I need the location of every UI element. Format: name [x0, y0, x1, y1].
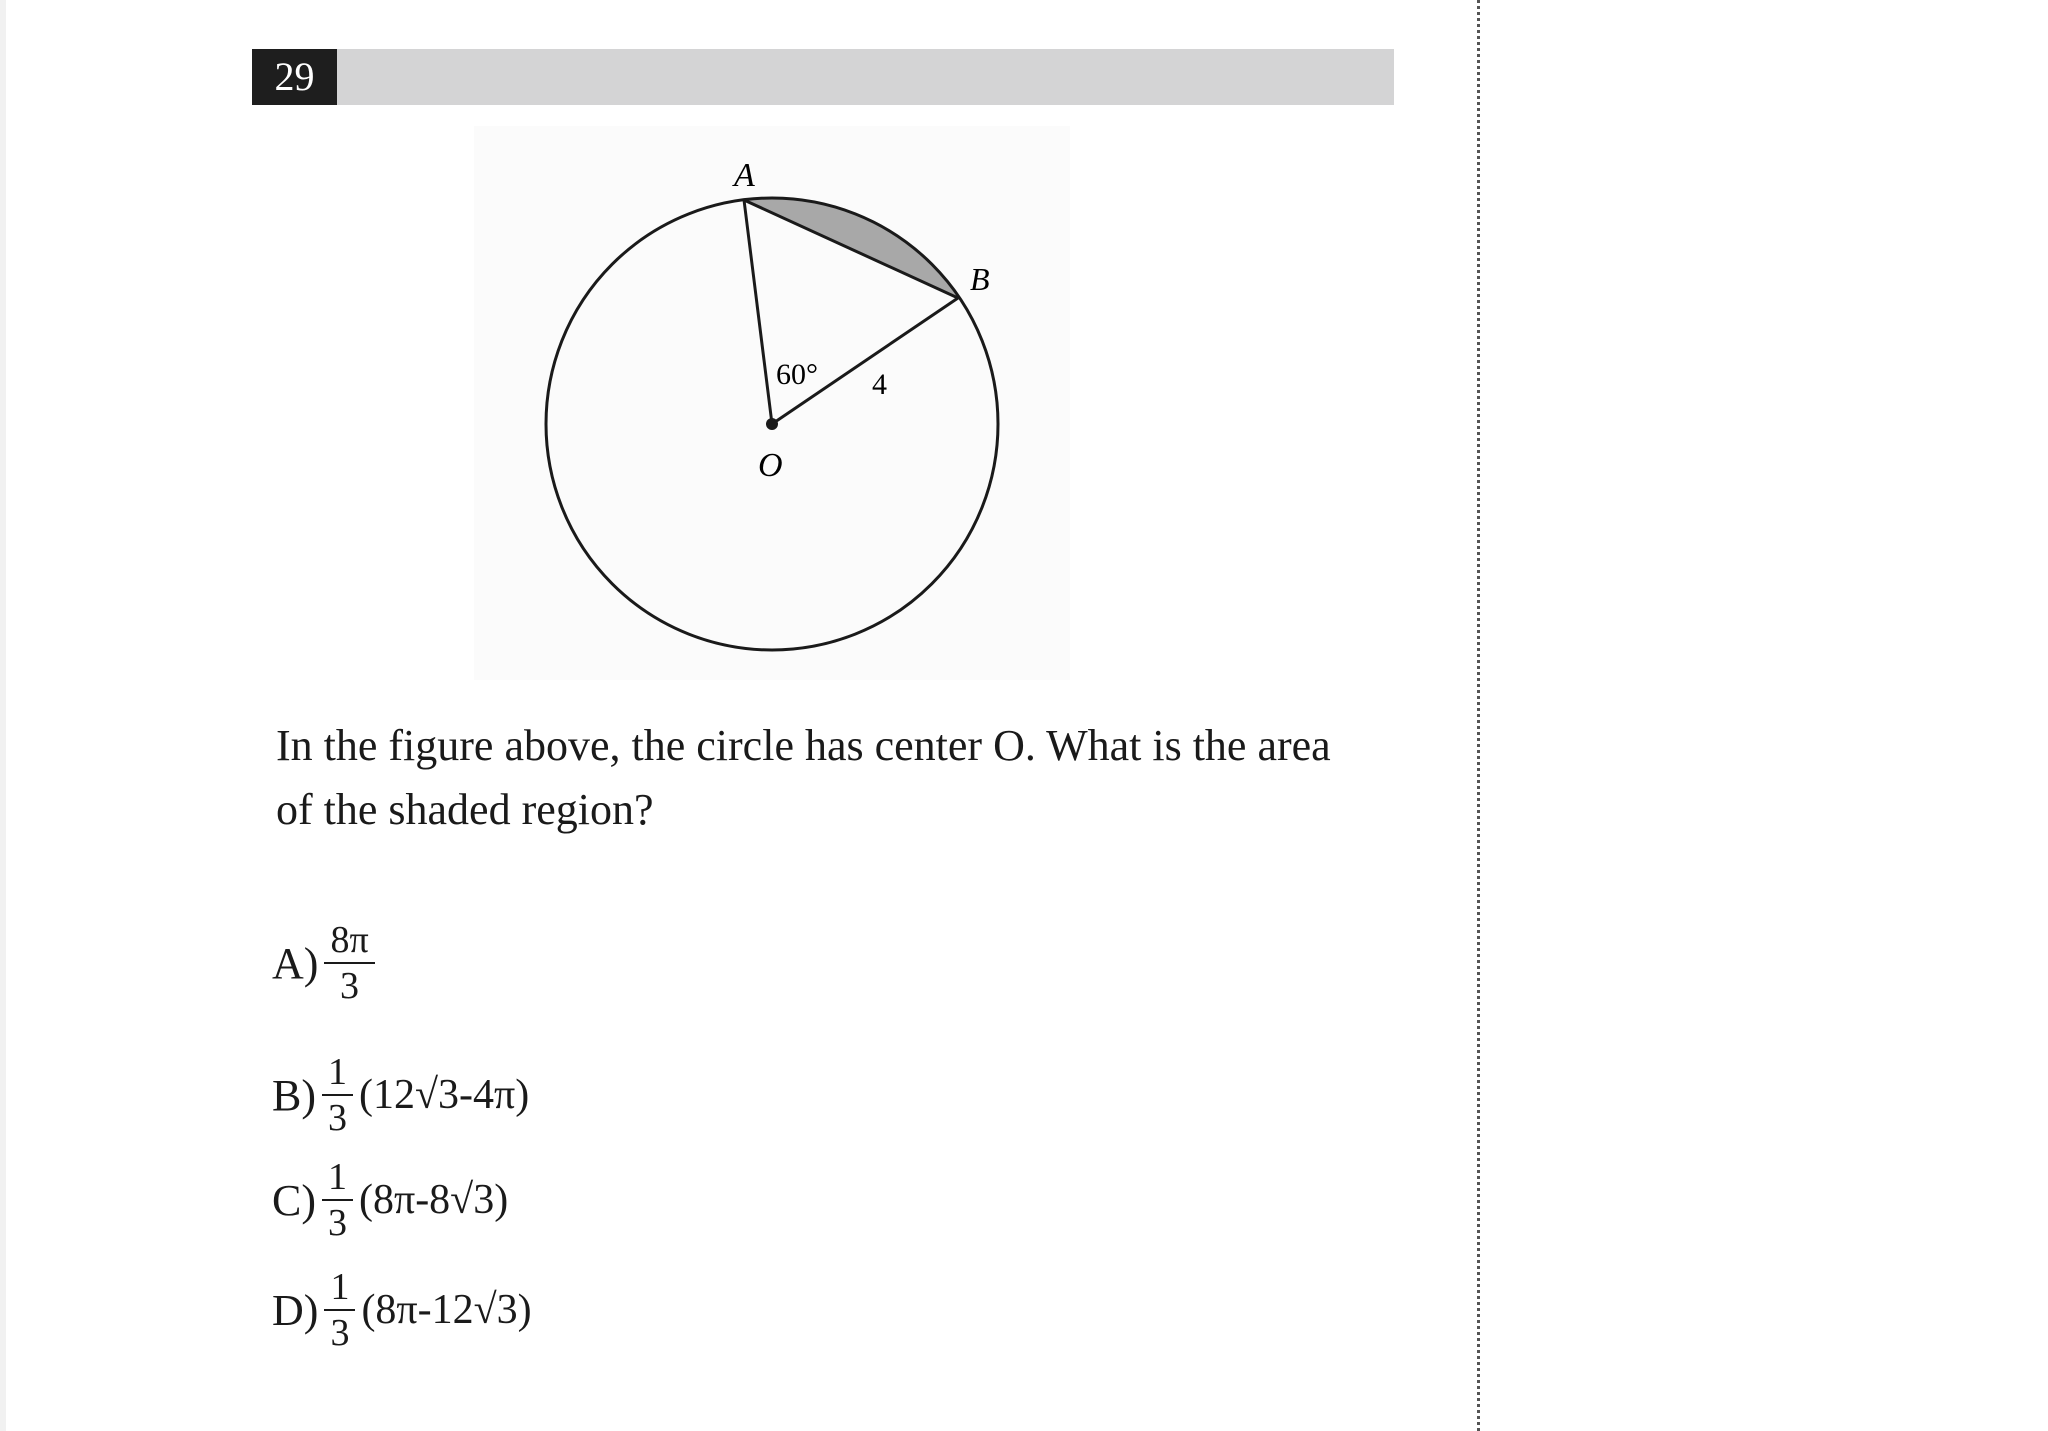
- side-length-label: 4: [872, 368, 887, 401]
- fraction: [324, 1265, 355, 1355]
- question-number: 29: [252, 49, 337, 105]
- answer-choice-a[interactable]: [272, 908, 381, 1018]
- fraction-denominator: 3: [328, 1097, 347, 1139]
- fraction-numerator: 1: [324, 1265, 355, 1311]
- label-point-a: A: [734, 157, 755, 194]
- choice-letter: A): [272, 938, 319, 988]
- question-text: In the figure above, the circle has center O. What is the area of the shaded region?: [276, 721, 1331, 834]
- choice-letter: C): [272, 1175, 316, 1225]
- angle-label: 60°: [776, 358, 818, 391]
- choice-letter: B): [272, 1070, 316, 1120]
- fraction-numerator: 8π: [324, 918, 374, 964]
- choice-expression: (8π-12√3): [361, 1287, 532, 1333]
- fraction: [322, 1050, 353, 1140]
- page-edge: [0, 0, 6, 1431]
- fraction: [322, 1155, 353, 1245]
- label-point-o: O: [758, 447, 783, 484]
- fraction-denominator: 3: [340, 965, 360, 1007]
- answer-choice-b[interactable]: [272, 1040, 529, 1150]
- question-header-bar: [252, 49, 1394, 105]
- choice-expression: (8π-8√3): [359, 1177, 509, 1223]
- choice-expression: (12√3-4π): [359, 1072, 530, 1118]
- choice-letter: D): [272, 1285, 319, 1335]
- fraction-numerator: 1: [322, 1050, 353, 1096]
- answer-choice-d[interactable]: [272, 1255, 532, 1365]
- column-divider: [1477, 0, 1480, 1431]
- answer-choice-c[interactable]: [272, 1145, 508, 1255]
- label-point-b: B: [970, 261, 990, 297]
- fraction-denominator: 3: [330, 1312, 350, 1354]
- center-point: [766, 418, 778, 430]
- circle-diagram: [474, 126, 1070, 680]
- circle-figure: [474, 126, 1070, 680]
- fraction-denominator: 3: [328, 1202, 347, 1244]
- fraction: [324, 918, 374, 1008]
- fraction-numerator: 1: [322, 1155, 353, 1201]
